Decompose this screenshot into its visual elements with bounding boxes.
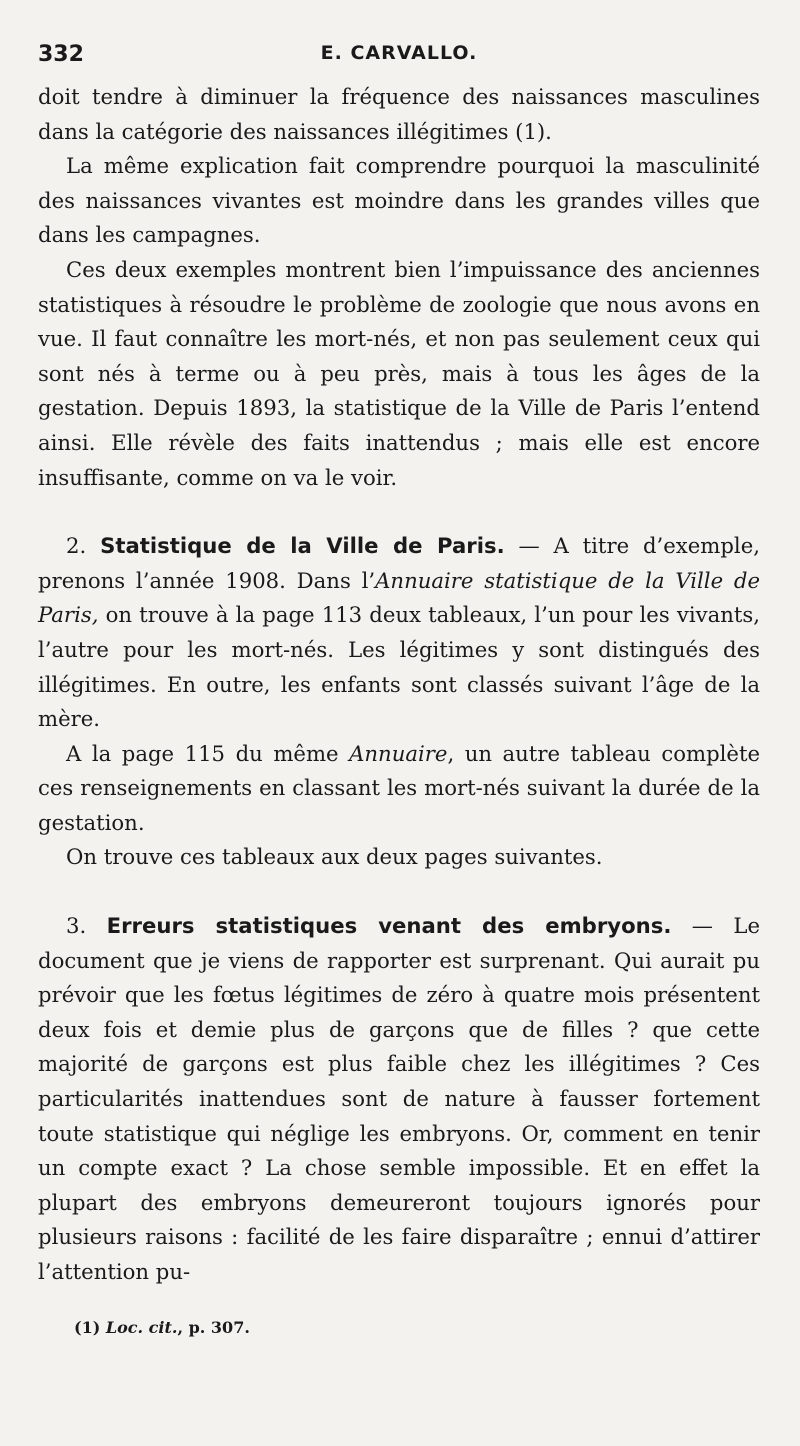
section-2-text: on trouve à la page 113 deux tableaux, l’un pour les vivants, l’autre pour les mort-nés. Les légitimes y sont distingués des illégitimes. En outre, les enfants sont classés suivant l’âge de la mère.: [38, 602, 760, 732]
section-2-title: Statistique de la Ville de Paris.: [100, 533, 505, 559]
section-3: [38, 909, 760, 1290]
footnote-page: , p. 307.: [177, 1318, 250, 1337]
paragraph-continuation: doit tendre à diminuer la fréquence des naissances masculines dans la catégorie des naissances illégitimes (1).: [38, 84, 760, 144]
page-number: 332: [38, 42, 84, 67]
section-3-title: Erreurs statistiques venant des embryons.: [106, 913, 672, 939]
running-head: E. CARVALLO.: [320, 42, 478, 64]
paragraph-page-115-rest: , un autre tableau complète ces renseignements en classant les mort-nés suivant la durée de la gestation.: [38, 740, 760, 835]
section-3-text: — Le document que je viens de rapporter est surprenant. Qui aurait pu prévoir que les fœtus légitimes de zéro à quatre mois présentent deux fois et demie plus de garçons que de filles ? que cette majorité de garçons est plus faible chez les illégitimes ? Ces particularités inattendues sont de nature à fausser fortement toute statistique qui néglige les embryons. Or, comment en tenir un compte exact ? La chose semble impossible. Et en effet la plupart des embryons demeureront toujours ignorés pour plusieurs raisons : facilité de les faire disparaître ; ennui d’attirer l’attention pu-: [38, 913, 760, 1284]
footnote-citation: Loc. cit.: [105, 1318, 178, 1337]
paragraph-exemples: Ces deux exemples montrent bien l’impuissance des anciennes statistiques à résoudre le problème de zoologie que nous avons en vue. Il faut connaître les mort-nés, et non pas seulement ceux qui sont nés à terme ou à peu près, mais à tous les âges de la gestation. Depuis 1893, la statistique de la Ville de Paris l’entend ainsi. Elle révèle des faits inattendus ; mais elle est encore insuffisante, comme on va le voir.: [38, 256, 760, 490]
paragraph-page-115: [38, 737, 760, 841]
paragraph-tableaux: On trouve ces tableaux aux deux pages suivantes.: [66, 844, 603, 870]
section-2-intro: — A titre d’exemple, prenons l’année 1908. Dans l’: [38, 533, 760, 593]
section-2-annuaire-title: Annuaire statistique de la Ville de Paris,: [38, 567, 761, 628]
section-2: [38, 529, 760, 737]
footnote: [74, 1318, 250, 1337]
section-2-number: 2.: [66, 533, 87, 559]
paragraph-page-115-italic: Annuaire: [349, 740, 448, 766]
page-body: [38, 80, 760, 1290]
paragraph-explication: La même explication fait comprendre pourquoi la masculinité des naissances vivantes est moindre dans les grandes villes que dans les campagnes.: [38, 153, 760, 248]
paragraph-page-115-start: A la page 115 du même: [66, 740, 350, 766]
page-header: [38, 42, 760, 78]
footnote-marker: (1): [74, 1318, 101, 1337]
section-3-number: 3.: [66, 913, 87, 939]
